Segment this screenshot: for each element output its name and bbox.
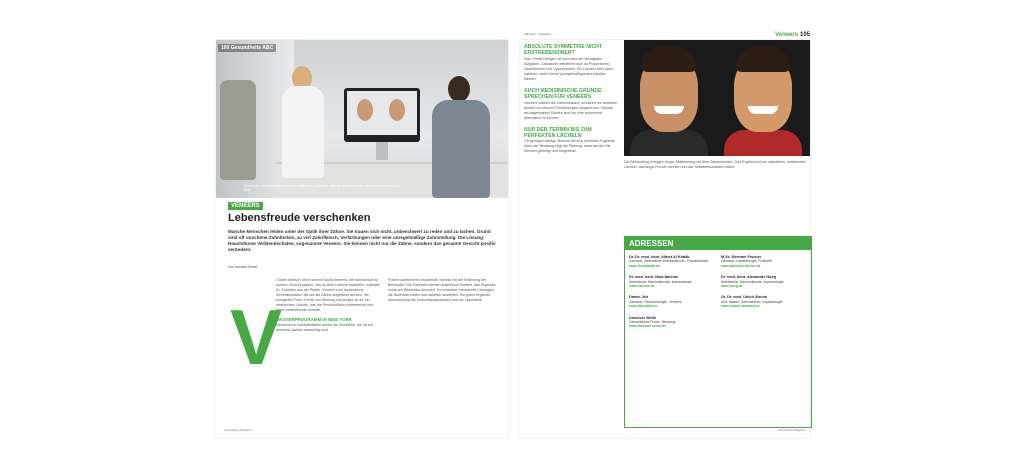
page-footer: Gesundheit Ratgeber [224, 428, 253, 432]
address-column-right [721, 255, 807, 316]
body-text: »Jeder Mensch hat in seinem Mund Veneers, die harmonisch zu seinem Gesicht passen. Nur so wirkt Lächeln natürlich«, erläutert Dr. Experten aus der Praxis. Veneers sind hauchdünne Keramikschalen, die auf die Zähne aufgeklebt werden. Sie korrigieren Form, Farbe und Stellung und sorgen so für ein strahlendes Lächeln, das die Persönlichkeit unterstreicht und neue Lebensfreude schenkt. [276, 278, 380, 312]
author-byline: Von Annette Bossl [228, 265, 258, 269]
address-entry: Discover Wells Zahnärztliche Praxis, Beratung www.discover-wells.de [629, 316, 715, 329]
page-footer: Gesundheit Ratgeber [777, 428, 806, 432]
body-text: Das »Smile Design« ist wohl eine der wichtigsten Aufgaben. Zahnärzte orientieren sich an Proportionen, Gesichtsform und Lippenverlauf. Ein Lächeln wirkt dann natürlich, wenn kleine Unregelmäßigkeiten erhalten bleiben. [524, 56, 613, 81]
address-entry: Dr. med. dent. Alexander Hoeg Ästhetische Zahnheilkunde, Implantologie www.hoeg.de [721, 275, 807, 288]
website-link[interactable]: www.discover-wells.de [629, 324, 666, 329]
subheading: AUCH MEDIZINISCHE GRÜNDE SPRECHEN FÜR VENEERS [524, 87, 602, 101]
website-link[interactable]: www.nachon.de [629, 284, 655, 289]
address-column-left [629, 255, 715, 336]
right-page [520, 32, 810, 438]
article-lead: Manche Menschen leiden unter der Optik ihrer Zähne. Sie trauen sich nicht, unbeschwert zu reden und zu lachen. Grund sind oft unschöne Zahnlücken, zu viel Zahnfleisch, Verfärbungen oder eine unregelmäßige Zahnstellung. Die Lösung: Hauchdünne Verblendschalen, sogenannte Veneers. Sie können nicht nur die Zähne, sondern das gesamte Gesicht positiv verändern. [228, 229, 496, 252]
article-headline: Lebensfreude verschenken [228, 212, 371, 224]
website-link[interactable]: www.strunk-zahnarzt.de [721, 304, 760, 309]
page-header [775, 32, 810, 38]
website-link[interactable]: www.dr-alkhalib.de [629, 263, 660, 268]
kicker: Zahnarzt · Ratgeber [524, 32, 551, 36]
address-box [624, 236, 812, 428]
photo-caption: Schon am Videocomputer wird den Patienten vorgeführt, welche Veränderungen durch Veneers möglich sind [244, 184, 401, 193]
section-tag: VENEERS [228, 202, 263, 210]
office-chair [220, 80, 256, 180]
page-header: 100 Gesundheits ABC [218, 44, 276, 52]
website-link[interactable]: www.danieljeb.de [629, 304, 658, 309]
text-column [524, 44, 618, 154]
face-after [724, 46, 802, 156]
address-entry: Dr. Dr. med. dent. Albert Al Khalib Zahnarzt, Ästhetische Zahnheilkunde, Praxisadresse www.dr-alkhalib.de [629, 255, 715, 268]
page-number: 105 [799, 32, 810, 38]
website-link[interactable]: www.hoeg.de [721, 284, 743, 289]
left-page [216, 40, 508, 438]
monitor-stand [376, 142, 388, 160]
subheading: ABSOLUTE SYMMETRIE NICHT ERSTREBENSWERT [524, 44, 603, 57]
address-entry: Dr. Dr. med. Ulrich Strunk Ärzt. Master, Zahnmedizin, Implantologie www.strunk-zahnarzt.de [721, 295, 807, 308]
computer-monitor [344, 88, 420, 142]
address-entry: Dr. med. dent. Nina Nachon Ästhetische Zahnheilkunde, Implantologie www.nachon.de [629, 275, 715, 288]
website-link[interactable]: www.zahnarzt-fischer.de [721, 263, 761, 268]
consultation-photo [216, 40, 508, 198]
face-before [630, 46, 708, 156]
body-column-2 [388, 278, 498, 303]
drop-letter: V [230, 293, 283, 381]
body-text: Praxen kombinieren modernste Technik mit der Erfahrung der Behandler. Die Patienten werden ausführlich beraten, das Ergebnis vorab am Bildschirm simuliert. So entstehen individuelle Lösungen, die dauerhaft halten und natürlich aussehen. Ein gutes Ergebnis berücksichtigt die Gesichtsproportionen und die Lippenlinie. [388, 278, 496, 302]
section-name: Veneers [774, 32, 798, 38]
address-entry: Daniel Jeb Zahnarzt, Parodontologie, Veneers www.danieljeb.de [629, 295, 715, 308]
dentist-figure [280, 66, 326, 178]
before-after-photo [624, 40, 810, 156]
subheading: MASTERPROGRAMM IN NEW YORK [276, 317, 353, 322]
patient-figure [426, 76, 490, 198]
mid-text: Die Behandlung erfolgt in enger Abstimmung mit dem Zahntechniker. Das Ergebnis ist ein natürliches, strahlendes Lächeln, das lange Freude bereitet und das Selbstbewusstsein stärkt. [624, 160, 806, 169]
address-title: ADRESSEN [625, 237, 811, 250]
body-text: Menschen in Spezialkliniken lernen die Techniken, die für ein schönes Lächeln notwendig sind. [276, 322, 373, 332]
body-column-1 [276, 278, 380, 333]
body-text: Veneers stärken die Zahnsubstanz, schützen vor weiterem Abrieb und können Fehlstellungen ausgleichen. Gerade bei abgenutzten Zähnen sind sie eine schonende Alternative zu Kronen. [524, 100, 618, 120]
address-entry: M.Sc. Bertram Fischer Zahnarzt, Implantologie, Prothetik www.zahnarzt-fischer.de [721, 255, 807, 268]
body-text: Oft genügen wenige Termine bis zum perfekten Ergebnis. Nach der Beratung folgt die Planung, dann werden die Veneers gefertigt und eingesetzt. [524, 139, 616, 154]
subheading: NUR DER TERMIN BIS ZUM PERFEKTEN LÄCHELN [524, 126, 592, 140]
